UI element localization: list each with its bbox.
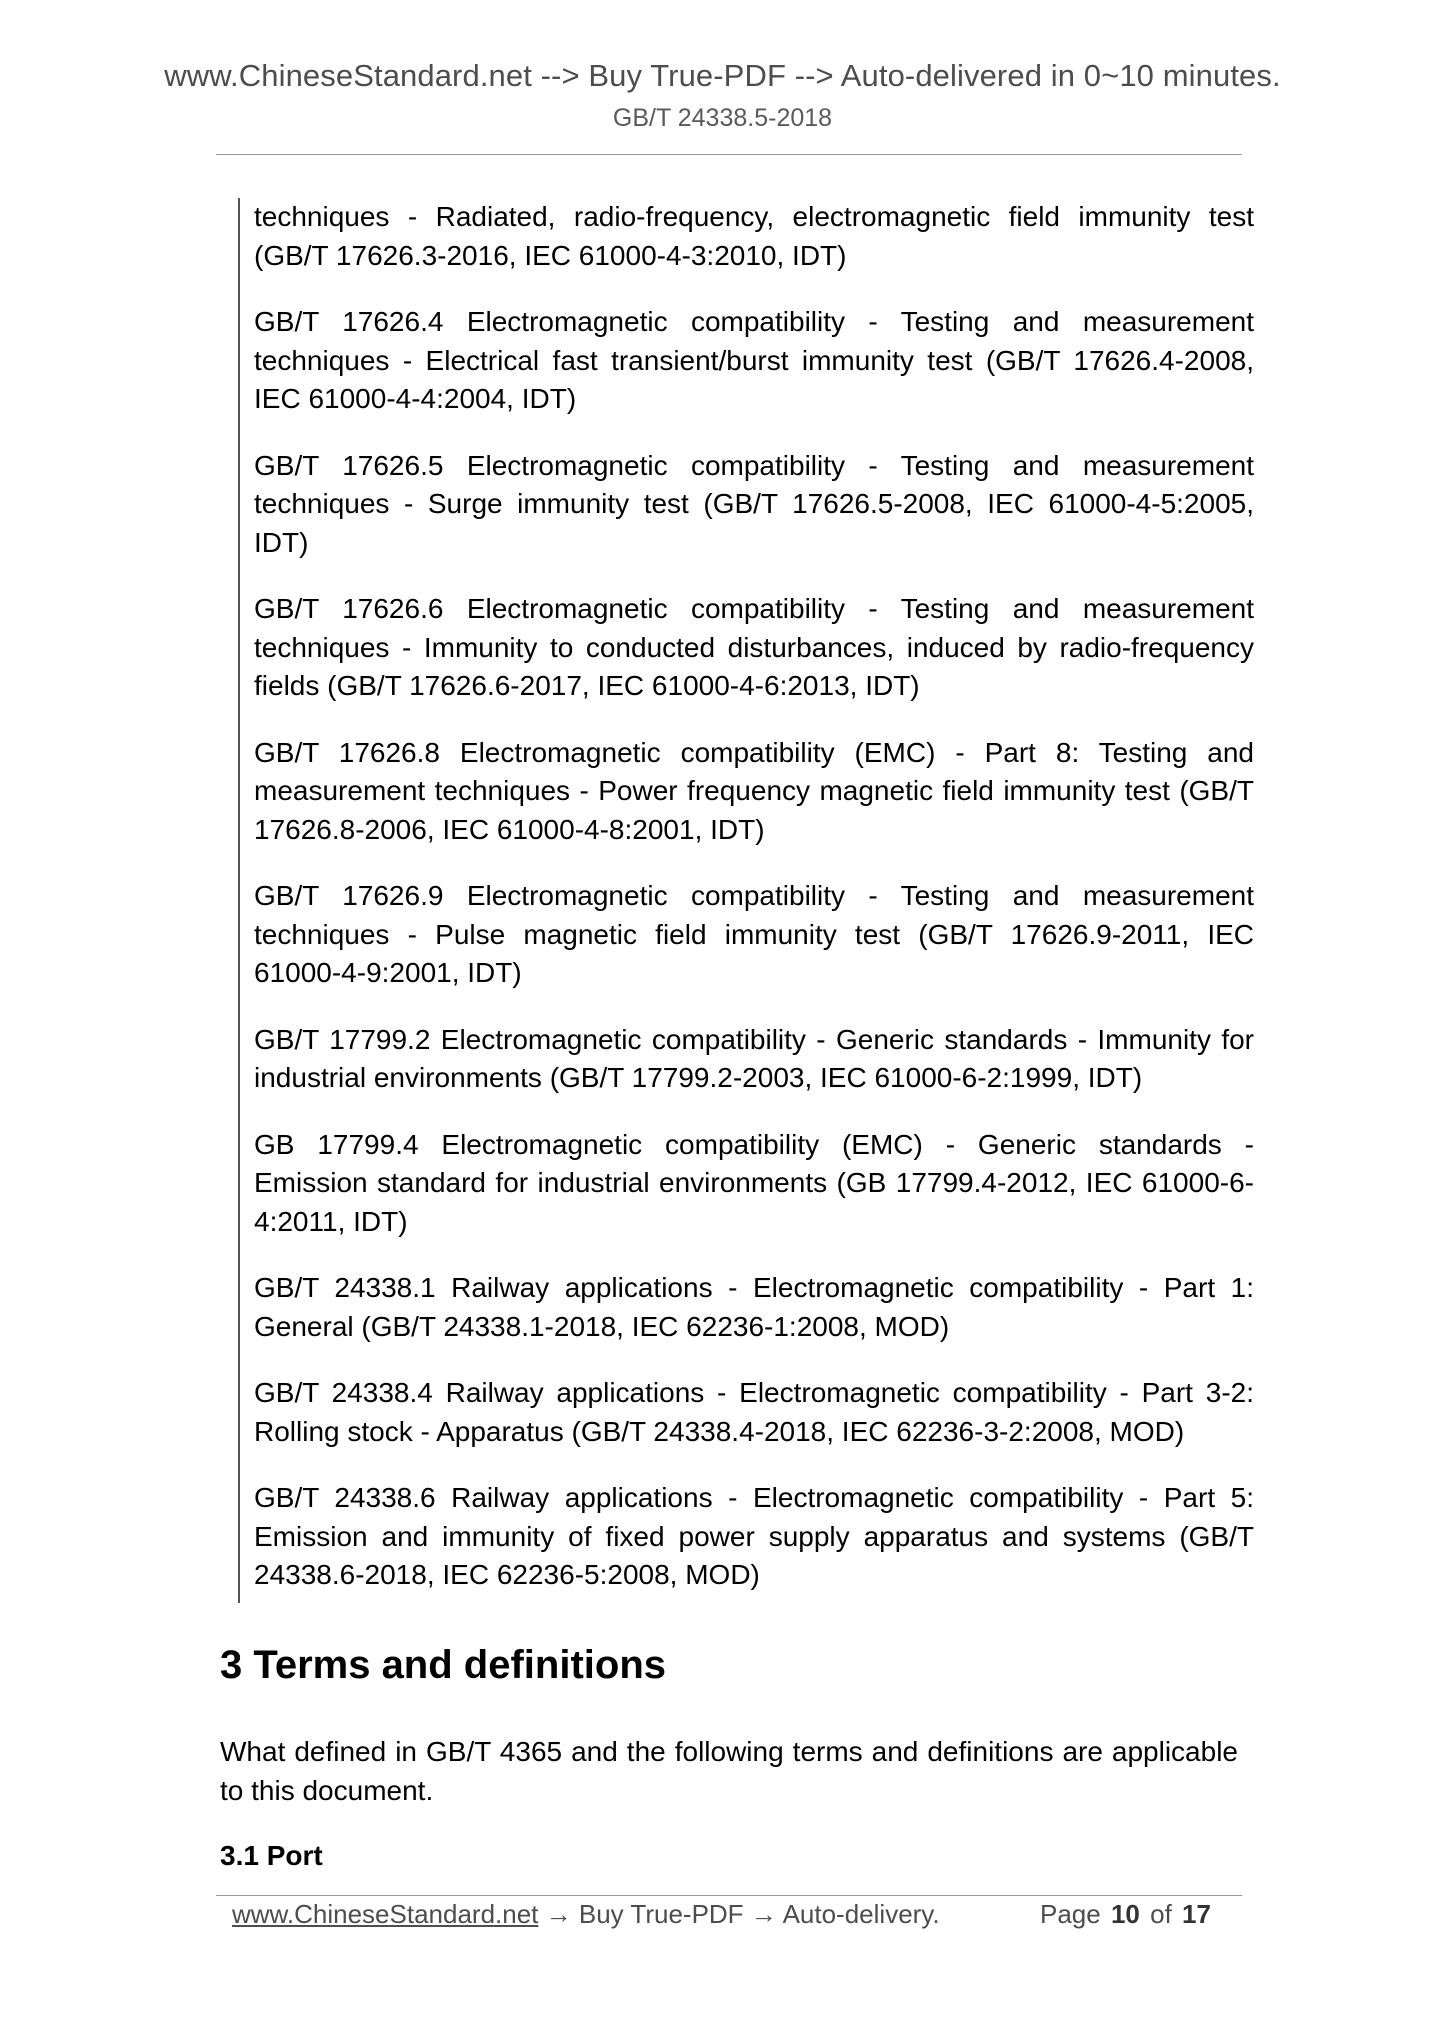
page-word: Page: [1040, 1899, 1101, 1929]
footer-divider: [216, 1895, 1242, 1896]
reference-item: GB/T 24338.1 Railway applications - Electromagnetic compatibility - Part 1: General (GB/T 24338.1-2018, IEC 62236-1:2008, MOD): [254, 1272, 1254, 1342]
section-paragraph: What defined in GB/T 4365 and the following terms and definitions are applicable to this document.: [220, 1736, 1238, 1806]
reference-item: GB 17799.4 Electromagnetic compatibility (EMC) - Generic standards - Emission standard for industrial environments (GB 17799.4-2012, IEC 61000-6-4:2011, IDT): [254, 1128, 1254, 1237]
reference-item: GB/T 17626.6 Electromagnetic compatibility - Testing and measurement techniques - Immunity to conducted disturbances, induced by radio-frequency fields (GB/T 17626.6-2017, IEC 61000-4-6:2013, IDT): [254, 593, 1254, 701]
current-page-number: 10: [1110, 1899, 1140, 1929]
total-pages-number: 17: [1182, 1899, 1211, 1929]
footer-promo-text: → Buy True-PDF → Auto-delivery.: [538, 1899, 940, 1929]
header-divider: [216, 154, 1242, 155]
reference-item: GB/T 17799.2 Electromagnetic compatibility - Generic standards - Immunity for industrial environments (GB/T 17799.2-2003, IEC 61000-6-2:1999, IDT): [254, 1023, 1254, 1093]
footer-promo: [232, 1899, 940, 1930]
header-banner: www.ChineseStandard.net --> Buy True-PDF --> Auto-delivered in 0~10 minutes.: [164, 58, 1281, 93]
reference-item: GB/T 24338.4 Railway applications - Electromagnetic compatibility - Part 3-2: Rolling stock - Apparatus (GB/T 24338.4-2018, IEC 62236-3-2:2008, MOD): [254, 1377, 1254, 1447]
reference-item: GB/T 24338.6 Railway applications - Electromagnetic compatibility - Part 5: Emission and immunity of fixed power supply apparatus and systems (GB/T 24338.6-2018, IEC 62236-5:2008, MOD): [254, 1482, 1254, 1590]
reference-item: GB/T 17626.5 Electromagnetic compatibility - Testing and measurement techniques - Surge immunity test (GB/T 17626.5-2008, IEC 61000-4-5:2005, IDT): [254, 449, 1254, 558]
reference-item: techniques - Radiated, radio-frequency, electromagnetic field immunity test (GB/T 17626.3-2016, IEC 61000-4-3:2010, IDT): [254, 201, 1254, 271]
section-title: 3 Terms and definitions: [220, 1643, 666, 1687]
document-code: GB/T 24338.5-2018: [612, 104, 833, 132]
page-indicator: [1040, 1899, 1211, 1930]
reference-item: GB/T 17626.4 Electromagnetic compatibility - Testing and measurement techniques - Electrical fast transient/burst immunity test (GB/T 17626.4-2008, IEC 61000-4-4:2004, IDT): [254, 306, 1254, 414]
of-word: of: [1150, 1899, 1172, 1929]
normative-references-list: [238, 198, 1254, 1603]
footer-site-link[interactable]: www.ChineseStandard.net: [232, 1899, 539, 1929]
reference-item: GB/T 17626.8 Electromagnetic compatibility (EMC) - Part 8: Testing and measurement techniques - Power frequency magnetic field immunity test (GB/T 17626.8-2006, IEC 61000-4-8:2001, IDT): [254, 736, 1254, 845]
subsection-title: 3.1 Port: [220, 1840, 323, 1871]
reference-item: GB/T 17626.9 Electromagnetic compatibility - Testing and measurement techniques - Pulse magnetic field immunity test (GB/T 17626.9-2011, IEC 61000-4-9:2001, IDT): [254, 880, 1254, 988]
